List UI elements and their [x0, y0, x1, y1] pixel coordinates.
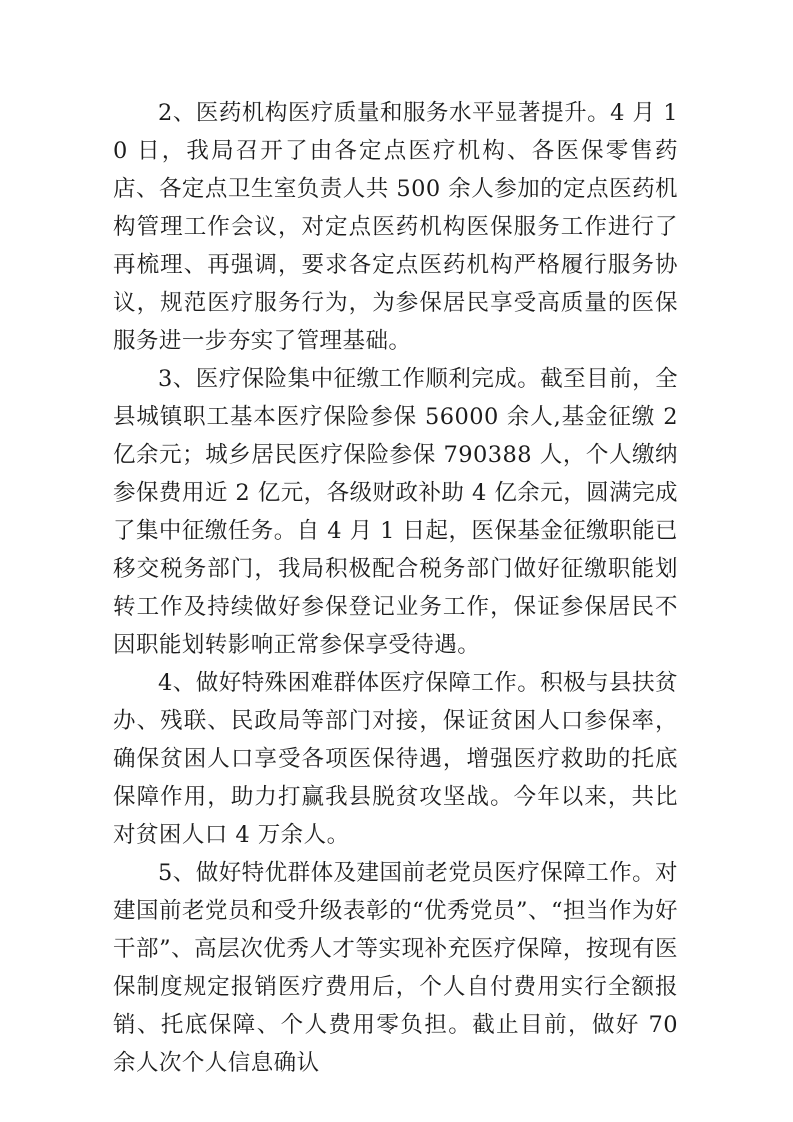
document-body [113, 94, 678, 1082]
paragraph-4: 4、做好特殊困难群体医疗保障工作。积极与县扶贫办、残联、民政局等部门对接，保证贫困人口参保率，确保贫困人口享受各项医保待遇，增强医疗救助的托底保障作用，助力打赢我县脱贫攻坚战。今年以来，共比对贫困人口 4 万余人。 [113, 670, 678, 848]
paragraph-5: 5、做好特优群体及建国前老党员医疗保障工作。对建国前老党员和受升级表彰的“优秀党员”、“担当作为好干部”、高层次优秀人才等实现补充医疗保障，按现有医保制度规定报销医疗费用后，个人自付费用实行全额报销、托底保障、个人费用零负担。截止目前，做好 70 余人次个人信息确认 [113, 860, 678, 1076]
paragraph-2: 2、医药机构医疗质量和服务水平显著提升。4 月 10 日，我局召开了由各定点医疗机构、各医保零售药店、各定点卫生室负责人共 500 余人参加的定点医药机构管理工作会议，对定点医药机构医保服务工作进行了再梳理、再强调，要求各定点医药机构严格履行服务协议，规范医疗服务行为，为参保居民享受高质量的医保服务进一步夯实了管理基础。 [113, 100, 678, 354]
paragraph-3: 3、医疗保险集中征缴工作顺利完成。截至目前，全县城镇职工基本医疗保险参保 56000 余人,基金征缴 2 亿余元；城乡居民医疗保险参保 790388 人，个人缴纳参保费用近 2 亿元，各级财政补助 4 亿余元，圆满完成了集中征缴任务。自 4 月 1 日起，医保基金征缴职能已移交税务部门，我局积极配合税务部门做好征缴职能划转工作及持续做好参保登记业务工作，保证参保居民不因职能划转影响正常参保享受待遇。 [113, 366, 678, 658]
